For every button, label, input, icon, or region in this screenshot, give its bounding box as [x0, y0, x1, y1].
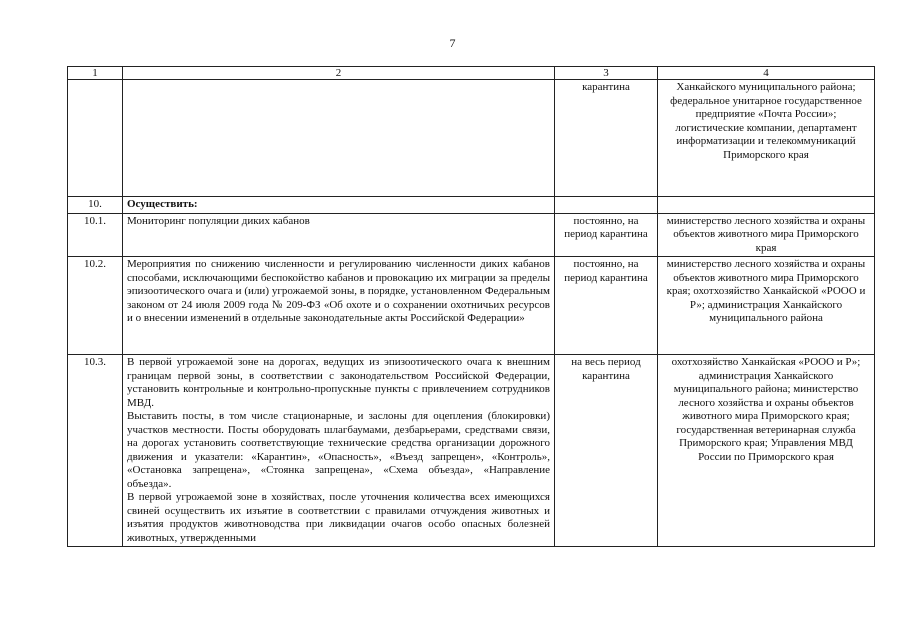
row-term: постоянно, на период карантина: [555, 213, 658, 257]
table-header-row: [68, 67, 875, 80]
row-responsible: министерство лесного хозяйства и охраны объектов животного мира Приморского края: [658, 213, 875, 257]
table-row: [68, 80, 875, 197]
row-term: на весь период карантина: [555, 355, 658, 547]
row-responsible: [658, 197, 875, 214]
row-responsible: Ханкайского муниципального района; федеральное унитарное государственное предприятие «Почта России»; логистические компании, департамент информатизации и телекоммуникаций Приморского края: [658, 80, 875, 197]
measures-table: [67, 66, 875, 547]
row-measure: Мероприятия по снижению численности и регулированию численности диких кабанов способами, исключающими беспокойство кабанов и провокацию их миграции за пределы эпизоотического очага и (или) угрожаемой зоны, в порядке, установленном Федеральным законом от 24 июля 2009 года № 209-ФЗ «Об охоте и о сохранении охотничьих ресурсов и о внесении изменений в отдельные законодательные акты Российской Федерации»: [123, 257, 555, 355]
measure-paragraph: Выставить посты, в том числе стационарные, и заслоны для оцепления (блокировки) участков местности. Посты оборудовать шлагбаумами, дезбарьерами, средствами связи, на дорогах установить соответствующие технические средства организации дорожного движения и указатели: «Карантин», «Опасность», «Въезд запрещен», «Контроль», «Остановка запрещена», «Стоянка запрещена», «Схема объезда», «Направление объезда».: [127, 410, 550, 490]
row-measure: [123, 80, 555, 197]
row-responsible: министерство лесного хозяйства и охраны объектов животного мира Приморского края; охотхозяйство Ханкайской «РООО и Р»; администрация Ханкайского муниципального района: [658, 257, 875, 355]
header-col-3: 3: [555, 67, 658, 80]
row-term: [555, 197, 658, 214]
row-responsible: охотхозяйство Ханкайская «РООО и Р»; администрация Ханкайского муниципального района; министерство лесного хозяйства и охраны объектов животного мира Приморского края; государственная ветеринарная служба Приморского края; Управления МВД России по Приморского края: [658, 355, 875, 547]
header-col-2: 2: [123, 67, 555, 80]
table-row: [68, 213, 875, 257]
header-col-4: 4: [658, 67, 875, 80]
row-number: [68, 80, 123, 197]
table-row: [68, 257, 875, 355]
row-number: 10.1.: [68, 213, 123, 257]
row-number: 10.2.: [68, 257, 123, 355]
section-title: Осуществить:: [123, 197, 555, 214]
measure-paragraph: В первой угрожаемой зоне в хозяйствах, после уточнения количества всех имеющихся свиней осуществить их изъятие в соответствии с правилами отчуждения животных и изъятия продуктов животноводства при ликвидации очагов особо опасных болезней животных, утвержденными: [127, 491, 550, 544]
table-row: [68, 355, 875, 547]
row-measure: [123, 355, 555, 547]
measure-paragraph: В первой угрожаемой зоне на дорогах, ведущих из эпизоотического очага к внешним границам первой зоны, в соответствии с законодательством Российской Федерации, установить контрольные и контрольно-пропускные пункты с привлечением сотрудников МВД.: [127, 356, 550, 409]
page-number: 7: [449, 36, 456, 50]
row-measure: Мониторинг популяции диких кабанов: [123, 213, 555, 257]
row-term: постоянно, на период карантина: [555, 257, 658, 355]
row-number: 10.: [68, 197, 123, 214]
row-term: карантина: [555, 80, 658, 197]
row-number: 10.3.: [68, 355, 123, 547]
header-col-1: 1: [68, 67, 123, 80]
table-row: [68, 197, 875, 214]
